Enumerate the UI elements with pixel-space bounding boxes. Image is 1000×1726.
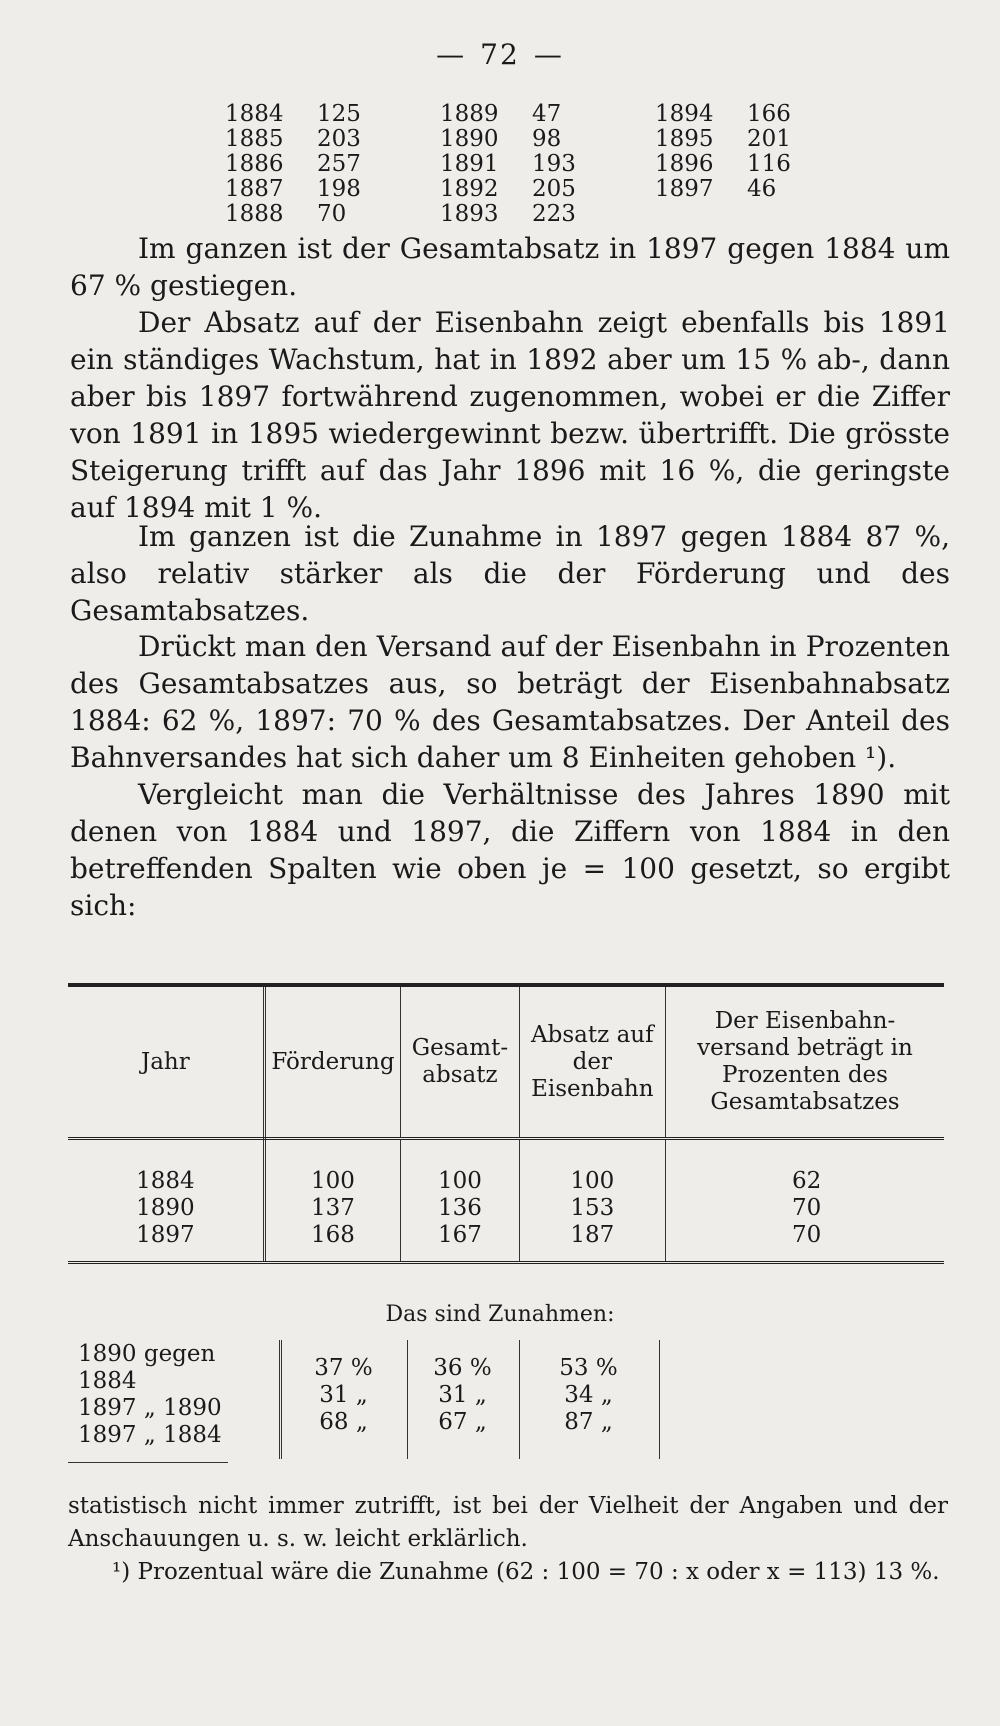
increase-column <box>519 1340 659 1459</box>
paragraph-text: Vergleicht man die Verhältnisse des Jahres 1890 mit denen von 1884 und 1897, die Ziffern von 1884 in den betreffenden Spalten wie oben je = 100 gesetzt, so ergibt sich: <box>70 778 950 922</box>
paragraph-2 <box>70 304 950 526</box>
table-cell: 87 „ <box>564 1408 613 1435</box>
paragraph-4 <box>70 628 950 776</box>
paragraph-text: Drückt man den Versand auf der Eisenbahn in Prozenten des Gesamtabsatzes aus, so beträgt der Eisenbahnabsatz 1884: 62 %, 1897: 70 % des Gesamtabsatzes. Der Anteil des Bahnversandes hat sich daher um 8 Einheiten gehoben ¹). <box>70 630 950 774</box>
table-row <box>225 127 870 152</box>
table-cell: 1890 <box>136 1195 195 1221</box>
table-row <box>225 177 870 202</box>
column-values <box>68 1139 264 1262</box>
table-cell: 70 <box>791 1222 822 1248</box>
paragraph-text: Im ganzen ist die Zunahme in 1897 gegen 1884 87 %, also relativ stärker als die der Förderung und des Gesamtabsatzes. <box>70 520 950 627</box>
table-cell: 137 <box>311 1195 355 1221</box>
year-cell: 1894 <box>655 101 714 127</box>
table-cell: 1890 gegen 1884 <box>78 1341 216 1394</box>
increase-subheading: Das sind Zunahmen: <box>385 1302 615 1327</box>
table-cell: 53 % <box>559 1354 618 1381</box>
year-cell <box>655 202 747 227</box>
table-cell <box>660 1409 944 1436</box>
table-cell <box>660 1355 944 1382</box>
year-cell: 1893 <box>440 201 499 227</box>
column-header: Gesamt-absatz <box>401 987 520 1139</box>
column-values <box>401 1139 520 1262</box>
column-header: Der Eisenbahn-versand beträgt in Prozenten des Gesamtabsatzes <box>665 987 944 1139</box>
year-cell: 1891 <box>440 151 499 177</box>
table-cell: 67 „ <box>438 1408 487 1435</box>
year-cell: 1897 <box>655 176 714 202</box>
value-cell: 166 <box>747 101 791 127</box>
year-cell: 1885 <box>225 126 284 152</box>
table-cell: 167 <box>437 1222 482 1248</box>
year-cell: 1892 <box>440 176 499 202</box>
footnote-continuation <box>68 1490 948 1556</box>
table-cell: 100 <box>570 1168 615 1194</box>
table-cell: 100 <box>311 1168 355 1194</box>
value-cell: 125 <box>317 101 361 127</box>
table-cell: 68 „ <box>319 1408 368 1435</box>
value-cell: 46 <box>747 176 777 202</box>
value-cell: 201 <box>747 126 791 152</box>
comparison-table <box>68 983 944 1264</box>
year-cell: 1895 <box>655 126 714 152</box>
table-row <box>225 102 870 127</box>
paragraph-text: Im ganzen ist der Gesamtabsatz in 1897 gegen 1884 um 67 % gestiegen. <box>70 232 950 302</box>
paragraph-1 <box>70 230 950 304</box>
column-header: Absatz auf der Eisenbahn <box>519 987 665 1139</box>
table-cell: 1897 „ 1884 <box>78 1422 222 1448</box>
table-cell: 31 „ <box>438 1381 487 1408</box>
yearly-figures-table <box>225 102 870 227</box>
table-cell: 1884 <box>136 1168 195 1194</box>
year-cell: 1887 <box>225 176 284 202</box>
table-cell: 1897 <box>136 1222 195 1248</box>
table-cell: 153 <box>570 1195 615 1221</box>
value-cell: 193 <box>532 151 576 177</box>
value-cell: 98 <box>532 126 562 152</box>
column-values <box>519 1139 665 1262</box>
table-cell: 187 <box>570 1222 615 1248</box>
value-cell: 203 <box>317 126 361 152</box>
footnote-rule <box>68 1462 228 1463</box>
year-cell: 1889 <box>440 101 499 127</box>
value-cell: 47 <box>532 101 562 127</box>
value-cell: 205 <box>532 176 576 202</box>
paragraph-5 <box>70 776 950 924</box>
increase-column <box>68 1340 280 1459</box>
increase-table <box>68 1340 944 1459</box>
table-cell: 31 „ <box>319 1381 368 1408</box>
table-row <box>225 202 870 227</box>
table-cell: 168 <box>311 1222 355 1248</box>
value-cell: 223 <box>532 201 576 227</box>
year-cell: 1888 <box>225 201 284 227</box>
value-cell: 198 <box>317 176 361 202</box>
page-number-text: 72 <box>480 38 520 71</box>
value-cell <box>747 202 870 227</box>
value-cell: 116 <box>747 151 791 177</box>
increase-column <box>407 1340 519 1459</box>
year-cell: 1896 <box>655 151 714 177</box>
year-cell: 1884 <box>225 101 284 127</box>
column-header: Förderung <box>264 987 400 1139</box>
table-cell: 62 <box>791 1168 822 1194</box>
table-cell: 34 „ <box>564 1381 613 1408</box>
paragraph-text: Der Absatz auf der Eisenbahn zeigt ebenfalls bis 1891 ein ständiges Wachstum, hat in 1892 aber um 15 % ab-, dann aber bis 1897 fortwährend zugenommen, wobei er die Ziffer von 1891 in 1895 wiedergewinnt bezw. übertrifft. Die grösste Steigerung trifft auf das Jahr 1896 mit 16 %, die geringste auf 1894 mit 1 %. <box>70 306 950 524</box>
column-values <box>264 1139 400 1262</box>
page-number: — 72 — <box>436 38 564 71</box>
table-cell: 136 <box>437 1195 482 1221</box>
table-cell <box>660 1382 944 1409</box>
table-cell: 36 % <box>433 1354 492 1381</box>
table-cell: 100 <box>437 1168 482 1194</box>
table-cell: 37 % <box>314 1354 373 1381</box>
paragraph-3 <box>70 518 950 629</box>
increase-column <box>659 1340 944 1459</box>
footnote-text: statistisch nicht immer zutrifft, ist bei der Vielheit der Angaben und der Anschauungen u. s. w. leicht erklärlich. <box>68 1493 948 1552</box>
column-header: Jahr <box>68 987 264 1139</box>
increase-column <box>280 1340 407 1459</box>
table-row <box>225 152 870 177</box>
value-cell: 257 <box>317 151 361 177</box>
footnote-text: ¹) Prozentual wäre die Zunahme (62 : 100 = 70 : x oder x = 113) 13 %. <box>112 1559 940 1585</box>
value-cell: 70 <box>317 201 347 227</box>
footnote-1 <box>68 1556 948 1589</box>
year-cell: 1886 <box>225 151 284 177</box>
table-cell: 70 <box>791 1195 822 1221</box>
table-cell: 1897 „ 1890 <box>78 1395 222 1421</box>
column-values <box>665 1139 944 1262</box>
year-cell: 1890 <box>440 126 499 152</box>
